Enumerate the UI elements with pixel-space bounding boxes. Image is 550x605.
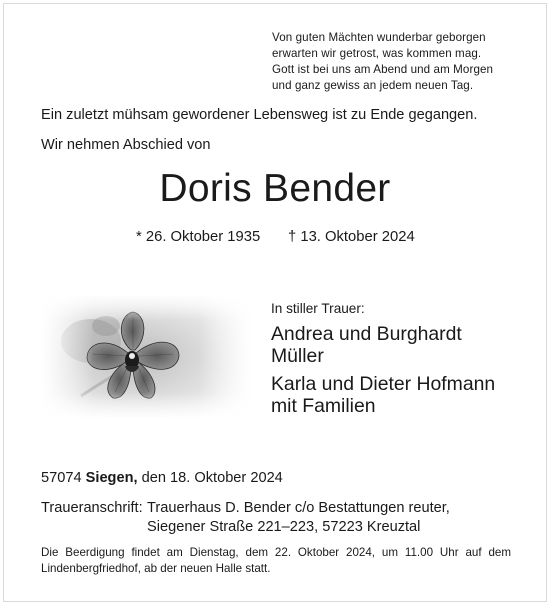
farewell-text: Wir nehmen Abschied von bbox=[41, 137, 211, 153]
funeral-info-line: Die Beerdigung findet am Dienstag, dem 22. Oktober 2024, um 11.00 Uhr auf dem bbox=[41, 546, 511, 559]
death-date: † 13. Oktober 2024 bbox=[288, 229, 415, 245]
postcode: 57074 bbox=[41, 470, 82, 486]
mourning-intro: In stiller Trauer: bbox=[271, 301, 365, 316]
poem-line: und ganz gewiss an jedem neuen Tag. bbox=[272, 79, 474, 92]
funeral-info-line: Lindenbergfriedhof, ab der neuen Halle statt. bbox=[41, 562, 271, 575]
poem bbox=[272, 30, 532, 94]
mourner-line: Karla und Dieter Hofmann bbox=[271, 373, 496, 395]
mourner-line: mit Familien bbox=[271, 395, 376, 417]
birth-date: * 26. Oktober 1935 bbox=[136, 229, 261, 245]
poem-line: Von guten Mächten wunderbar geborgen bbox=[272, 31, 486, 44]
poem-line: erwarten wir getrost, was kommen mag. bbox=[272, 47, 482, 60]
funeral-info bbox=[41, 545, 511, 577]
deceased-name: Doris Bender bbox=[159, 167, 391, 210]
address-line: Trauerhaus D. Bender c/o Bestattungen reuter, bbox=[147, 500, 450, 516]
address-label: Traueranschrift: bbox=[41, 500, 143, 516]
place-date-line bbox=[41, 470, 283, 486]
mourner-line: Andrea und Burghardt bbox=[271, 323, 462, 345]
mourner-line: Müller bbox=[271, 345, 324, 367]
intro-text: Ein zuletzt mühsam gewordener Lebensweg ist zu Ende gegangen. bbox=[41, 107, 478, 123]
notice-date: den 18. Oktober 2024 bbox=[141, 470, 283, 486]
orchid-photo bbox=[41, 296, 252, 417]
address-line: Siegener Straße 221–223, 57223 Kreuztal bbox=[147, 519, 421, 535]
city: Siegen, bbox=[85, 470, 138, 486]
poem-line: Gott ist bei uns am Abend und am Morgen bbox=[272, 63, 494, 76]
